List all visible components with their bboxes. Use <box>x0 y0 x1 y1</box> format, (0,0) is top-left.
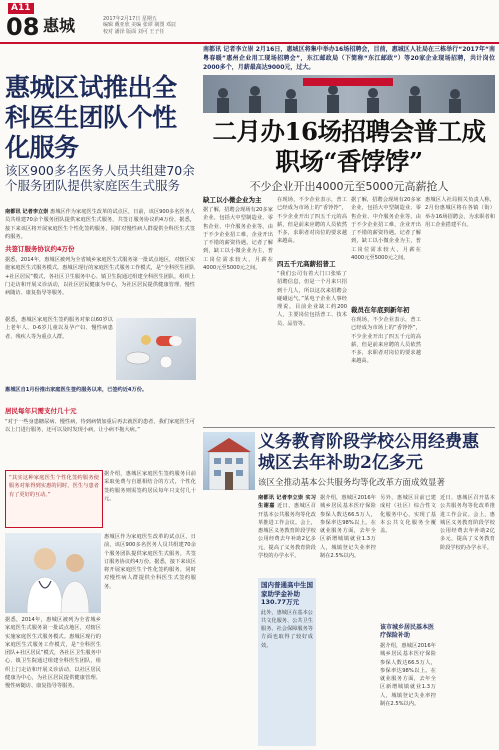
page-meta <box>103 16 176 35</box>
right-headline: 二月办16场招聘会普工成职场“香饽饽” <box>212 117 486 176</box>
left-para-2: 据悉，惠城区家庭医生签约服务对象以60岁以上老年人、0-6岁儿童以及孕产妇、慢性病患者、残疾人等为重点人群。 <box>5 317 113 340</box>
left-para-3: “对于一些身患糖尿病、慢性病，待到病情加重后再去就医的患者，我们家庭医生可以上门进行服务，还可以及时发现小病，让小病不拖大病。” <box>5 419 195 434</box>
meta-line: 2017年2月17日 星期五 <box>103 16 157 22</box>
masthead-logo: A11 <box>8 3 34 14</box>
left-lead <box>5 208 195 242</box>
left-para-5-text: 惠城区作为家庭医生改革的试点区，日前，该区900多名医务人员共组建70余个服务团队提供家庭医生式服务，共签订服务协议约4万份。据悉，接下来该区将开展家庭医生个性化签约服务，同时对慢性病人群提供全科医生式签约服务。 <box>104 534 196 590</box>
left-crosshead-1: 共签订服务协议约4万份 <box>5 245 75 253</box>
left-subheadline: 该区900多名医务人员共组建70余个服务团队提供家庭医生式服务 <box>5 163 195 193</box>
info-box-body: 此外，惠城区在基本公共文化服务、公共卫生服务、社会保障服务等方面也取得了较好成效。 <box>261 609 313 649</box>
section-title: 惠城 <box>43 16 76 35</box>
photo-caption: 惠城区自1月份推出家庭医生签约服务以来，已签约近4万份。 <box>5 387 148 393</box>
right-col-1: 据了解，招聘会现场有20多家企业，包括大中型制造业、零售企业、中介服务企业等。由于不少企业招工难，企业开出了不错的薪资待遇。记者了解到，缺工以小微企业为主，普工岗位需求较大，月薪在4000元至5000元之间。 <box>203 207 273 272</box>
bottom-headline: 义务教育阶段学校公用经费惠城区去年补助2亿多元 <box>258 432 479 473</box>
bottom-col-1 <box>258 494 316 574</box>
left-para-6-text: 据悉，2014年，惠城区被列为全省城乡家庭医生式服务第一批试点地区，对辖区实施家庭医生式服务模式。惠城区现行的家庭医生式服务工作模式，是“全科医生团队+社区居民”模式，各社区卫生服务中心、镇卫生院通过组建全科医生团队，组织上门走访和开展义诊活动，以社区居民健康为中心，为社区居民提供健康管理、慢性病随访、康复指导等服务。 <box>5 617 101 690</box>
left-headline: 惠城区试推出全科医生团队个性化服务 <box>5 73 177 162</box>
doctor-illustration <box>5 533 101 613</box>
left-byline: 南都讯 记者李立崇 <box>5 209 49 215</box>
bottom-crosshead: 该市城乡居民基本医疗保险补助 <box>380 624 435 639</box>
left-para-4: 据介绍，惠城区家庭医生签约服务目前采取免费与自愿相结合的方式，个性化签约服务则需签约居民每年只支付几十元。 <box>104 471 196 502</box>
bottom-col-4: 近日，惠城区召开基本公共服务均等化改革推进工作会议。会上，惠城区义务教育阶段学校公用经费去年补助2亿多元，提高了义务教育阶段学校的办学水平。 <box>440 495 495 551</box>
right-col-3: 在现场，不少企业表示，普工已经成为市场上的“香饽饽”，不少企业开出了四五千元的高薪，但是前来应聘的人员依然不多，求职者对岗位的要求越来越高。 <box>351 317 421 365</box>
info-box-title: 国内普通高中生国家助学金补助130.77万元 <box>261 581 313 606</box>
bottom-subheadline: 该区全推动基本公共服务均等化改革方面成效显著 <box>258 478 446 488</box>
doctor-photo <box>5 533 101 613</box>
info-box <box>258 578 316 746</box>
meta-line: 校对 潘泽 版面 刘可 王子任 <box>103 28 165 35</box>
pills-illustration <box>116 318 196 380</box>
right-col-3a: 据了解，招聘会现场有20多家企业，包括大中型制造业、零售企业、中介服务企业等。由于不少企业招工难，企业开出了不错的薪资待遇。记者了解到，缺工以小微企业为主，普工岗位需求较大，月薪在4000元至5000元之间。 <box>351 197 421 262</box>
left-crosshead-2: 居民每年只需支付几十元 <box>5 407 77 415</box>
bottom-col-1-text: 近日，惠城区召开基本公共服务均等化改革推进工作会议。会上，惠城区义务教育阶段学校公用经费去年补助2亿多元，提高了义务教育阶段学校的办学水平。 <box>258 503 316 560</box>
right-crosshead-1: 缺工以小微企业为主 <box>203 196 262 204</box>
bottom-col-3a: 另外，惠城区目前已建成村（社区）综合性文化服务中心，实现了基本公共文化服务全覆盖。 <box>380 495 436 535</box>
left-para-6 <box>5 616 101 746</box>
right-subheadline: 不少企业开出4000元至5000元高薪抢人 <box>249 180 449 193</box>
crowd-illustration <box>203 75 495 113</box>
page-number: 08 <box>6 13 40 41</box>
section-divider <box>203 427 495 428</box>
quote-box <box>5 470 103 528</box>
medicine-photo <box>116 318 196 380</box>
bottom-byline: 南都讯 记者李立崇 实习生谢嘉 <box>258 495 316 510</box>
bottom-col-2: 据介绍，惠城区2016年城乡居民基本医疗保险参保人数达66.5万人，参保率达98%以上。在就业服务方面，去年全区新增城镇就业1.3万人，城镇登记失业率控制在2.5%以内。 <box>320 495 376 560</box>
bottom-col-3: 据介绍，惠城区2016年城乡居民基本医疗保险参保人数达66.5万人，参保率达98%以上。在就业服务方面，去年全区新增城镇就业1.3万人，城镇登记失业率控制在2.5%以内。 <box>380 643 436 708</box>
meta-line: 编辑 戴亚欣 美编 张谭 制图 邓辰 <box>103 22 176 29</box>
right-crosshead-2: 四五千元高薪招普工 <box>277 260 336 268</box>
right-crosshead-3: 裁员在年底到新年初 <box>351 306 410 314</box>
right-col-2: “我们公司有着大门口张贴了招聘信息，但是一个月来只招到十几人，所以这次来招聘会碰碰运气。”某电子企业人事经理说。目前企业缺工约200人，主要岗位包括普工、技术员、品管等。 <box>277 271 347 327</box>
right-col-4: 惠城区人社局相关负责人称，2月份惠城区将在各镇（街）举办16场招聘会，为求职者和用工企业搭建平台。 <box>425 197 495 228</box>
job-fair-photo <box>203 75 495 113</box>
right-lede: 南都讯 记者李立崇 2月16日，惠城区将集中举办16场招聘会，目前，惠城区人社局在三栋举行“2017年“南粤春暖”惠州企业用工现场招聘会”，东江邮政局（下简称“东江邮政”）等20家企业现场招聘，共计岗位2000多个，月薪最高达9000元，过大。 <box>203 46 495 71</box>
school-photo <box>203 432 255 490</box>
header-rule <box>0 42 499 44</box>
right-col-2a: 在现场，不少企业表示，普工已经成为市场上的“香饽饽”，不少企业开出了四五千元的高薪，但是前来应聘的人员依然不多，求职者对岗位的要求越来越高。 <box>277 197 347 245</box>
school-building-illustration <box>203 432 255 490</box>
left-para-1: 据悉，2014年，惠城区被列为全省城乡家庭医生式服务第一批试点地区，对辖区实施家庭医生式服务模式。惠城区现行的家庭医生式服务工作模式，是“全科医生团队+社区居民”模式，各社区卫生服务中心、镇卫生院通过组建全科医生团队，组织上门走访和开展义诊活动，以社区居民健康为中心，为社区居民提供健康管理、慢性病随访、康复指导等服务。 <box>5 257 195 297</box>
left-lead-text: 惠城区作为家庭医生改革的试点区，日前，该区900多名医务人员共组建70余个服务团队提供家庭医生式服务，共签订服务协议约4万份。据悉，接下来该区将开展家庭医生个性化签约服务，同时对慢性病人群提供全科医生式签约服务。 <box>5 209 195 240</box>
pull-quote: “其实这种家庭医生个性化签约服务使服务对象得到实惠的同时，医生与患者有了更好的互动。” <box>9 475 99 498</box>
left-para-5 <box>104 533 196 747</box>
